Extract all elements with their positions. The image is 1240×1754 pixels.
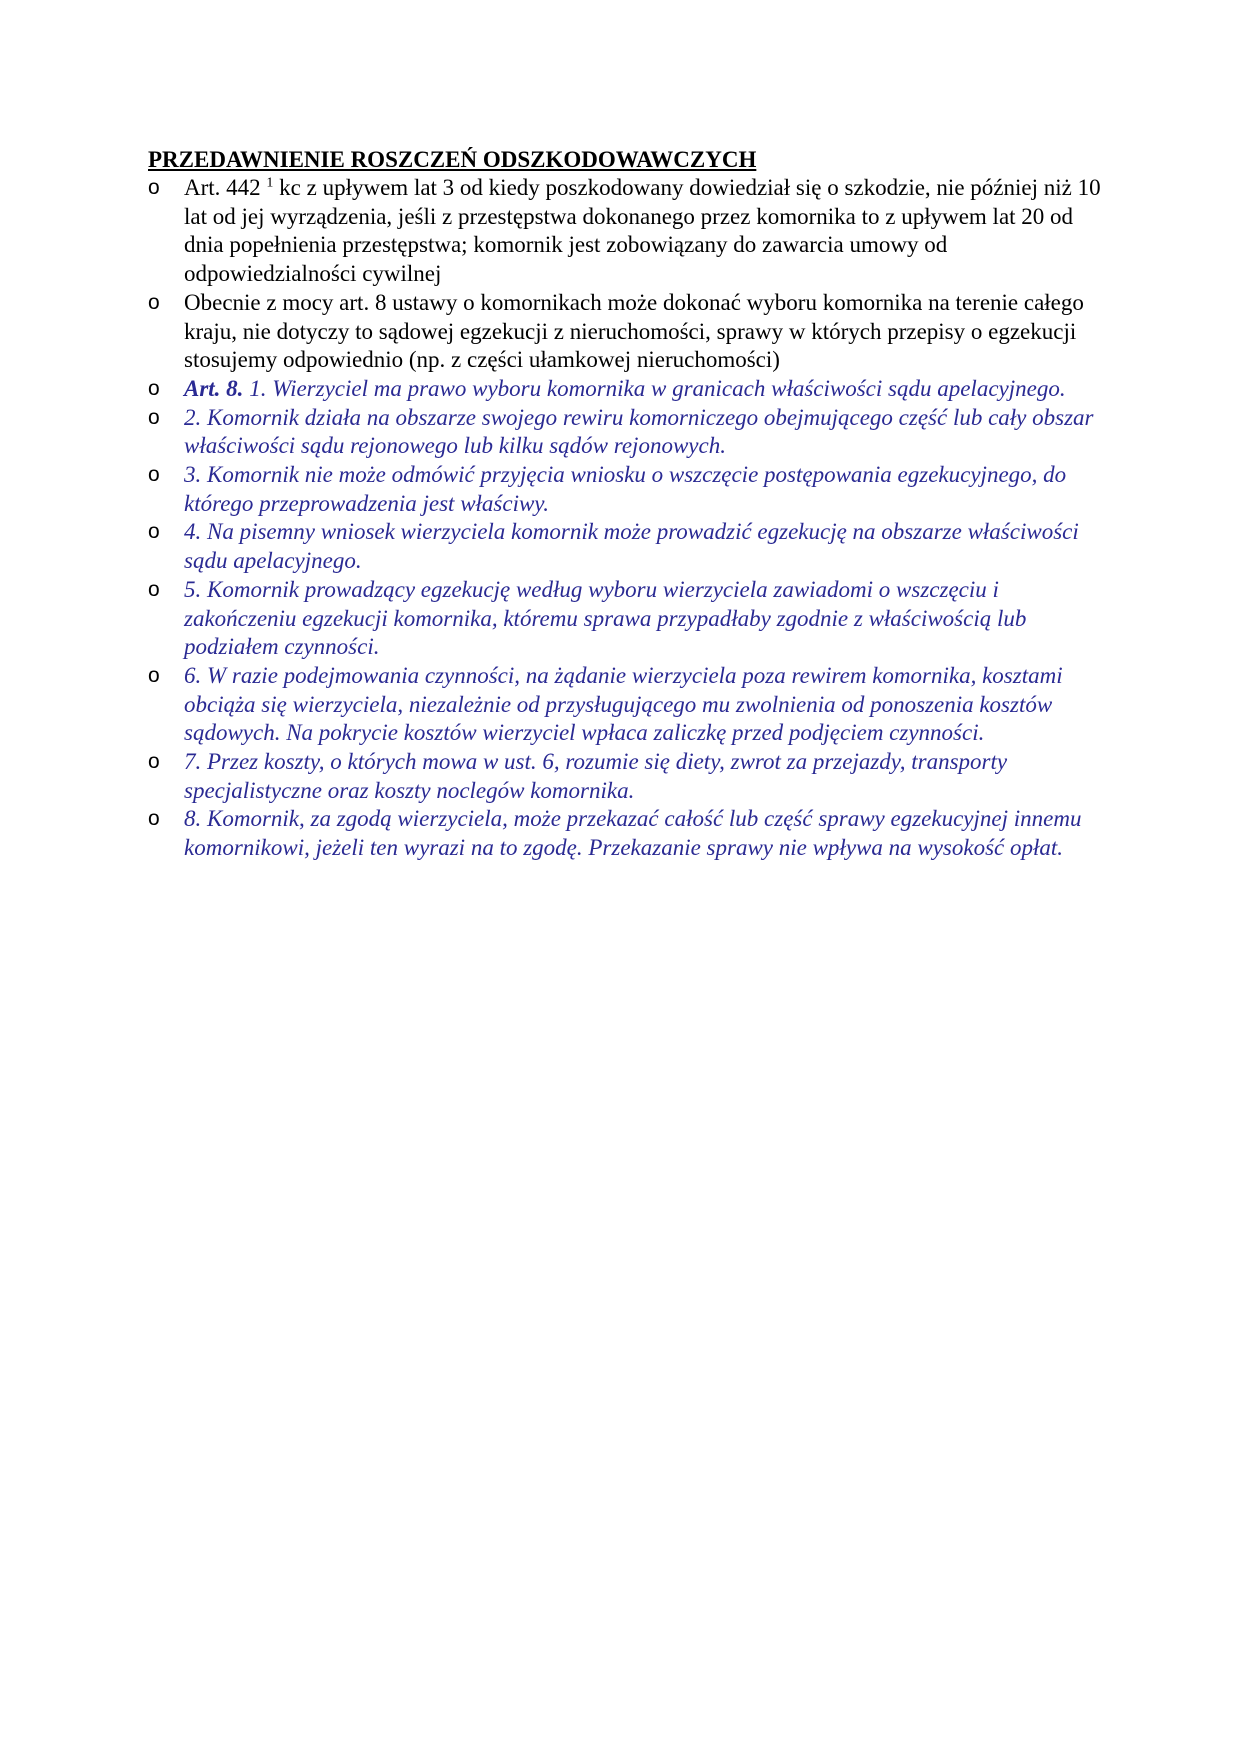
list-item-text: 7. Przez koszty, o których mowa w ust. 6, rozumie się diety, zwrot za przejazdy, transporty specjalistyczne oraz koszty noclegów komornika. (184, 749, 1008, 803)
bullet-marker: o (148, 176, 160, 199)
list-item-superscript: 1 (266, 175, 274, 191)
bullet-marker: o (148, 807, 160, 831)
article-heading: Art. 8. (184, 375, 244, 401)
bullet-marker: o (148, 290, 160, 314)
bullet-list (148, 174, 1108, 863)
bullet-marker: o (148, 463, 160, 487)
list-item (148, 289, 1108, 375)
list-item-text: 1. Wierzyciel ma prawo wyboru komornika w granicach właściwości sądu apelacyjnego. (243, 375, 1066, 401)
list-item-quote (148, 805, 1108, 862)
bullet-marker: o (148, 577, 160, 601)
bullet-marker: o (148, 520, 160, 544)
list-item-text: Obecnie z mocy art. 8 ustawy o komornikach może dokonać wyboru komornika na terenie całego kraju, nie dotyczy to sądowej egzekucji z nieruchomości, sprawy w których przepisy o egzekucji stosujemy odpowiednio (np. z części ułamkowej nieruchomości) (184, 289, 1084, 373)
bullet-marker: o (148, 663, 160, 687)
list-item-text: 3. Komornik nie może odmówić przyjęcia wniosku o wszczęcie postępowania egzekucyjnego, do którego przeprowadzenia jest właściwy. (184, 462, 1067, 516)
bullet-marker: o (148, 376, 160, 400)
list-item-quote (148, 662, 1108, 748)
bullet-marker: o (148, 405, 160, 429)
list-item-text: 4. Na pisemny wniosek wierzyciela komornik może prowadzić egzekucję na obszarze właściwości sądu apelacyjnego. (184, 519, 1079, 574)
list-item-text: 8. Komornik, za zgodą wierzyciela, może przekazać całość lub część sprawy egzekucyjnej innemu komornikowi, jeżeli ten wyrazi na to zgodę. Przekazanie sprawy nie wpływa na wysokość opłat. (184, 806, 1082, 861)
list-item-quote (148, 518, 1108, 575)
list-item-text: 6. W razie podejmowania czynności, na żądanie wierzyciela poza rewirem komornika, kosztami obciąża się wierzyciela, niezależnie od przysługującego mu zwolnienia od ponoszenia kosztów sądowych. Na pokrycie kosztów wierzyciel wpłaca zaliczkę przed podjęciem czynności. (184, 662, 1063, 746)
bullet-marker: o (148, 750, 160, 774)
list-item-quote (148, 404, 1108, 461)
list-item-quote (148, 576, 1108, 662)
list-item (148, 174, 1108, 289)
list-item-quote (148, 375, 1108, 404)
list-item-text: 5. Komornik prowadzący egzekucję według wyboru wierzyciela zawiadomi o wszczęciu i zakończeniu egzekucji komornika, któremu sprawa przypadłaby zgodnie z właściwością lub podziałem czynności. (184, 576, 1027, 660)
list-item-text: kc z upływem lat 3 od kiedy poszkodowany dowiedział się o szkodzie, nie później niż 10 lat od jej wyrządzenia, jeśli z przestępstwa dokonanego przez komornika to z upływem lat 20 od dnia popełnienia przestępstwa; komornik jest zobowiązany do zawarcia umowy od odpowiedzialności cywilnej (184, 175, 1101, 287)
document-title: PRZEDAWNIENIE ROSZCZEŃ ODSZKODOWAWCZYCH (148, 147, 757, 172)
list-item-quote (148, 748, 1108, 805)
list-item-quote (148, 461, 1108, 518)
list-item-text-prefix: Art. 442 (184, 175, 267, 200)
list-item-text: 2. Komornik działa na obszarze swojego rewiru komorniczego obejmującego część lub cały obszar właściwości sądu rejonowego lub kilku sądów rejonowych. (184, 404, 1094, 459)
document-body (148, 146, 1108, 863)
